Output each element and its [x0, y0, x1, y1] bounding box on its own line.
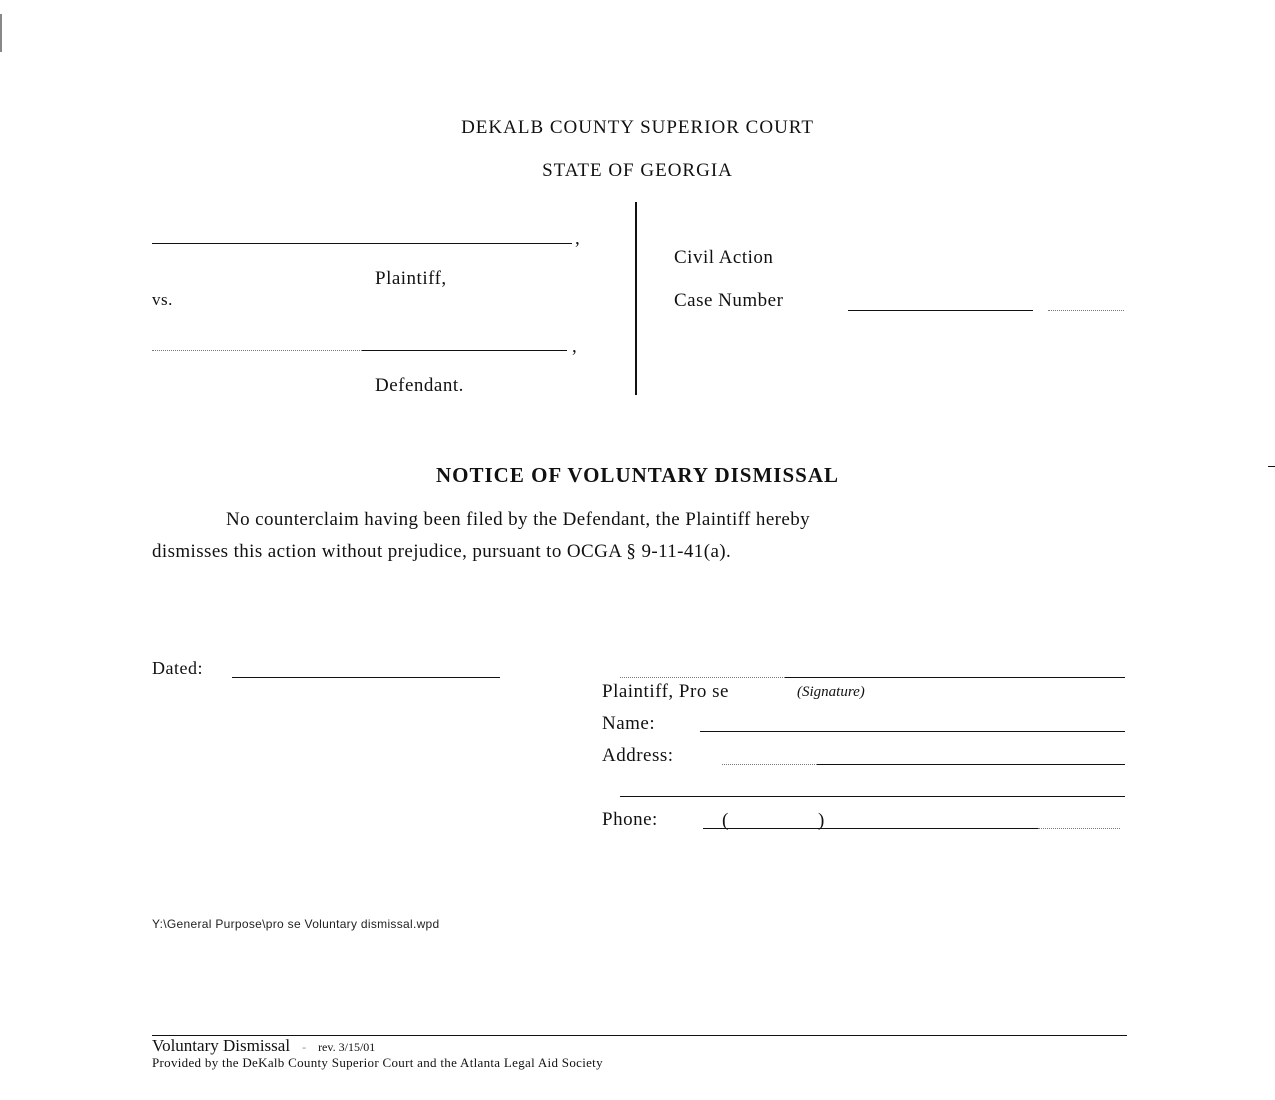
case-number-field[interactable] — [848, 310, 1033, 311]
defendant-name-field[interactable] — [362, 350, 567, 351]
versus-label: vs. — [152, 290, 173, 309]
address-line-2-field[interactable] — [620, 796, 1125, 797]
notice-paragraph-line-2: dismisses this action without prejudice, pursuant to OCGA § 9-11-41(a). — [152, 541, 732, 562]
footer-revision: rev. 3/15/01 — [318, 1040, 376, 1054]
footer-title-row — [152, 1036, 375, 1056]
defendant-label: Defendant. — [375, 375, 464, 396]
plaintiff-comma: , — [575, 228, 581, 249]
plaintiff-name-field[interactable] — [152, 243, 572, 244]
address-line-1-dotted — [722, 764, 817, 765]
case-number-field-dotted — [1048, 310, 1124, 311]
dated-label: Dated: — [152, 658, 203, 678]
phone-field-dotted — [1038, 828, 1120, 829]
civil-action-label: Civil Action — [674, 247, 774, 268]
address-line-1-field[interactable] — [817, 764, 1125, 765]
name-label: Name: — [602, 713, 656, 734]
signer-label: Plaintiff, Pro se — [602, 681, 729, 702]
name-field[interactable] — [700, 731, 1125, 732]
case-number-label: Case Number — [674, 290, 784, 311]
phone-open-paren: ( — [722, 810, 729, 831]
state-title: STATE OF GEORGIA — [542, 160, 733, 181]
file-path: Y:\General Purpose\pro se Voluntary dismissal.wpd — [152, 917, 440, 931]
signature-field[interactable] — [785, 677, 1125, 678]
plaintiff-label: Plaintiff, — [375, 268, 447, 289]
phone-field[interactable] — [703, 828, 1038, 829]
phone-label: Phone: — [602, 809, 658, 830]
defendant-comma: , — [572, 336, 578, 357]
notice-paragraph-line-1: No counterclaim having been filed by the Defendant, the Plaintiff hereby — [226, 509, 811, 530]
caption-divider — [635, 202, 637, 395]
notice-title: NOTICE OF VOLUNTARY DISMISSAL — [436, 463, 839, 487]
defendant-name-field-dotted — [152, 350, 362, 351]
footer-provided-by: Provided by the DeKalb County Superior Court and the Atlanta Legal Aid Society — [152, 1055, 603, 1070]
dated-field[interactable] — [232, 677, 500, 678]
footer-separator: - — [302, 1040, 307, 1054]
scan-mark-left — [0, 14, 2, 52]
phone-close-paren: ) — [818, 810, 825, 831]
court-title: DEKALB COUNTY SUPERIOR COURT — [461, 117, 814, 138]
address-label: Address: — [602, 745, 674, 766]
signature-field-dotted — [620, 677, 785, 678]
signature-hint: (Signature) — [797, 684, 865, 700]
footer-form-title: Voluntary Dismissal — [152, 1036, 291, 1055]
